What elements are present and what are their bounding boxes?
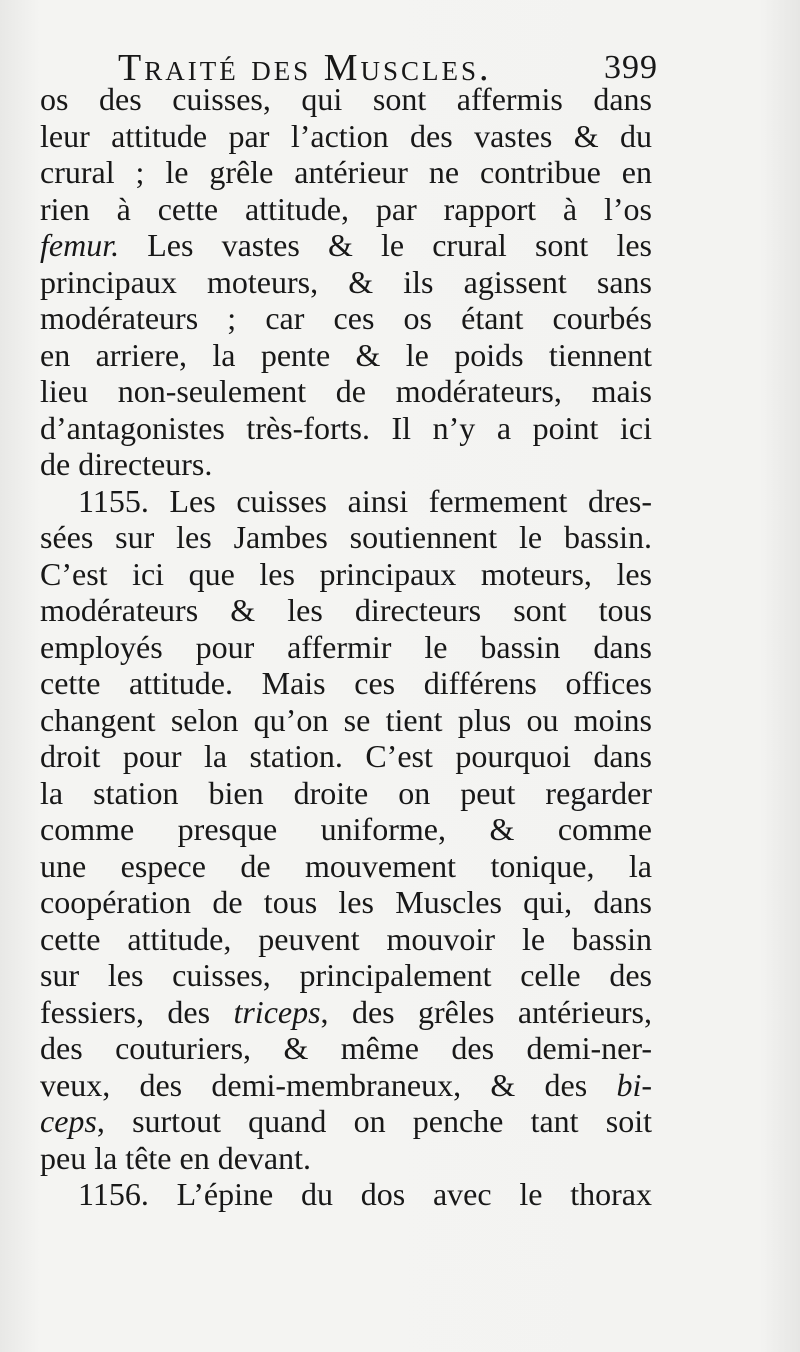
text-line-9: lieu non-seulement de modérateurs, mais [40,373,652,409]
text-line-2: leur attitude par l’action des vastes & du [40,117,652,154]
body-text [40,81,652,1213]
text-line-26: fessiers, des triceps, des grêles antérieurs, [40,993,652,1030]
text-line-13: sées sur les Jambes soutiennent le bassin. [40,519,652,555]
italic-term: triceps [233,993,321,1030]
text-line-20: la station bien droite on peut regarder [40,774,652,811]
text-line-10: d’antagonistes très-forts. Il n’y a point ici [40,409,652,446]
text-line-12: 1155. Les cuisses ainsi fermement dres- [78,482,652,519]
text-line-11: de directeurs. [40,446,213,482]
text-line-25: sur les cuisses, principalement celle des [40,957,652,993]
text-line-30: peu la tête en devant. [40,1139,311,1176]
italic-term: femur. [40,227,120,263]
text-line-3: crural ; le grêle antérieur ne contribue en [40,154,652,190]
italic-term: ceps [40,1103,97,1139]
text-line-18: changent selon qu’on se tient plus ou moins [40,701,652,738]
text-line-15: modérateurs & les directeurs sont tous [40,592,652,628]
text-line-23: coopération de tous les Muscles qui, dans [40,884,652,920]
text-line-17: cette attitude. Mais ces différens offices [40,665,652,701]
text-line-24: cette attitude, peuvent mouvoir le bassin [40,920,652,957]
text-line-29: ceps, surtout quand on penche tant soit [40,1103,652,1139]
text-line-27: des couturiers, & même des demi-ner- [40,1030,652,1066]
text-line-1: os des cuisses, qui sont affermis dans [40,81,652,117]
page-number: 399 [604,49,658,86]
text-line-21: comme presque uniforme, & comme [40,811,652,847]
text-line-8: en arriere, la pente & le poids tiennent [40,336,652,373]
text-line-22: une espece de mouvement tonique, la [40,847,652,884]
text-line-4: rien à cette attitude, par rapport à l’os [40,190,652,227]
running-title: Traité des Muscles. [118,47,492,89]
text-line-19: droit pour la station. C’est pourquoi dans [40,738,652,774]
text-line-6: principaux moteurs, & ils agissent sans [40,263,652,300]
text-line-28: veux, des demi-membraneux, & des bi- [40,1066,652,1103]
text-line-16: employés pour affermir le bassin dans [40,628,652,665]
text-line-7: modérateurs ; car ces os étant courbés [40,300,652,336]
text-line-14: C’est ici que les principaux moteurs, les [40,555,652,592]
text-line-5: femur. Les vastes & le crural sont les [40,227,652,263]
text-line-31: 1156. L’épine du dos avec le thorax [78,1176,652,1212]
italic-term: bi- [616,1066,652,1103]
